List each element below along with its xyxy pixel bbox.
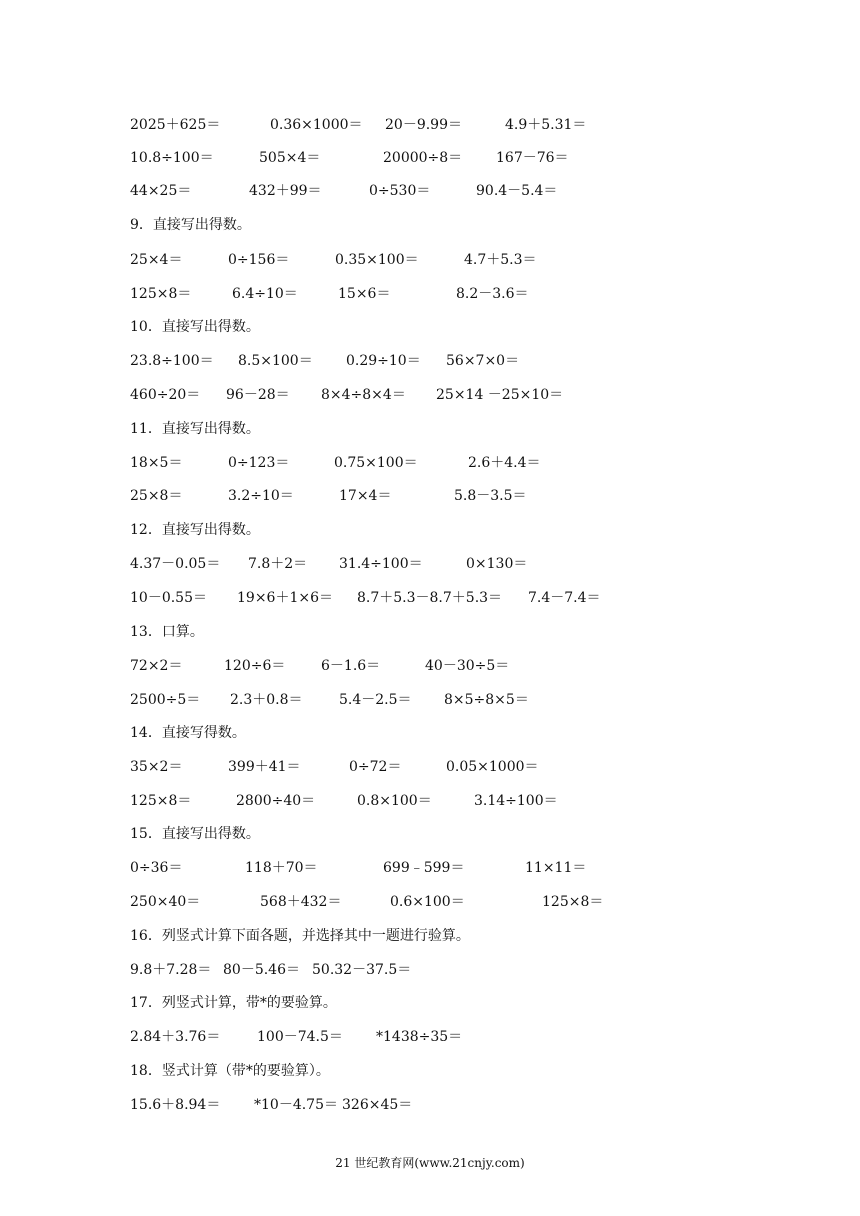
expression: 250×40＝ [130,894,201,910]
question-heading: 17．列竖式计算，带*的要验算。 [130,995,337,1011]
expression: 0÷72＝ [349,759,402,775]
expression: 15×6＝ [338,286,391,302]
expression: 9.8＋7.28＝ [130,962,212,978]
expression: 8.5×100＝ [238,353,313,369]
expression: 0÷36＝ [130,860,183,876]
exercise-row [0,857,860,879]
question-heading: 13．口算。 [130,624,204,640]
expression: 90.4－5.4＝ [476,183,558,199]
expression: 8.7＋5.3－8.7＋5.3＝ [357,590,503,606]
expression: 8.2－3.6＝ [456,286,529,302]
expression: 0.29÷10＝ [346,353,421,369]
expression: 7.4－7.4＝ [528,590,601,606]
expression: *1438÷35＝ [376,1029,463,1045]
expression: 699﹣599＝ [383,860,465,876]
expression: 3.2÷10＝ [228,488,294,504]
page-footer: 21 世纪教育网(www.21cnjy.com) [335,1156,525,1170]
expression: 2500÷5＝ [130,692,201,708]
exercise-row [0,959,860,981]
expression: 2.6＋4.4＝ [468,455,541,471]
question-heading: 16．列竖式计算下面各题，并选择其中一题进行验算。 [130,928,470,944]
expression: 23.8÷100＝ [130,353,214,369]
expression: 4.9＋5.31＝ [505,117,587,133]
exercise-row [0,790,860,812]
expression: 35×2＝ [130,759,183,775]
expression: 0.05×1000＝ [446,759,539,775]
exercise-row [0,1094,860,1116]
exercise-row [0,180,860,202]
question-heading: 14．直接写得数。 [130,725,246,741]
expression: *10－4.75＝ [254,1097,338,1113]
exercise-row [0,452,860,474]
exercise-row [0,689,860,711]
expression: 20000÷8＝ [383,150,463,166]
expression: 0÷530＝ [369,183,431,199]
expression: 125×8＝ [130,286,192,302]
exercise-row [0,384,860,406]
exercise-row [0,147,860,169]
expression: 0.6×100＝ [390,894,465,910]
expression: 100－74.5＝ [257,1029,343,1045]
expression: 568＋432＝ [260,894,342,910]
expression: 80－5.46＝ [223,962,300,978]
expression: 25×8＝ [130,488,183,504]
exercise-row [0,553,860,575]
expression: 18×5＝ [130,455,183,471]
expression: 167－76＝ [496,150,569,166]
expression: 125×8＝ [542,894,604,910]
expression: 17×4＝ [339,488,392,504]
expression: 8×4÷8×4＝ [321,387,406,403]
expression: 2800÷40＝ [236,793,316,809]
question-heading: 11．直接写出得数。 [130,421,260,437]
expression: 40－30÷5＝ [425,658,510,674]
expression: 2.84＋3.76＝ [130,1029,221,1045]
expression: 118＋70＝ [245,860,318,876]
exercise-row [0,1026,860,1048]
exercise-row [0,655,860,677]
expression: 120÷6＝ [224,658,286,674]
question-heading: 9．直接写出得数。 [130,217,251,233]
expression: 19×6＋1×6＝ [237,590,333,606]
question-heading: 18．竖式计算（带*的要验算）。 [130,1063,330,1079]
expression: 326×45＝ [342,1097,413,1113]
exercise-row [0,249,860,271]
expression: 2025＋625＝ [130,117,221,133]
expression: 6.4÷10＝ [232,286,298,302]
expression: 5.8－3.5＝ [454,488,527,504]
expression: 25×4＝ [130,252,183,268]
expression: 125×8＝ [130,793,192,809]
expression: 0÷123＝ [228,455,290,471]
exercise-row [0,587,860,609]
exercise-row [0,485,860,507]
expression: 432＋99＝ [249,183,322,199]
exercise-row [0,114,860,136]
expression: 0÷156＝ [228,252,290,268]
expression: 56×7×0＝ [446,353,520,369]
expression: 50.32－37.5＝ [312,962,412,978]
expression: 0×130＝ [466,556,528,572]
exercise-row [0,283,860,305]
expression: 0.35×100＝ [335,252,419,268]
expression: 7.8＋2＝ [248,556,308,572]
expression: 460÷20＝ [130,387,201,403]
expression: 10.8÷100＝ [130,150,214,166]
expression: 6－1.6＝ [321,658,381,674]
expression: 72×2＝ [130,658,183,674]
expression: 15.6＋8.94＝ [130,1097,221,1113]
expression: 11×11＝ [525,860,587,876]
expression: 31.4÷100＝ [339,556,423,572]
expression: 2.3＋0.8＝ [230,692,303,708]
question-heading: 10．直接写出得数。 [130,319,260,335]
question-heading: 15．直接写出得数。 [130,826,260,842]
expression: 0.8×100＝ [357,793,432,809]
expression: 96－28＝ [226,387,290,403]
exercise-row [0,350,860,372]
expression: 399＋41＝ [228,759,301,775]
expression: 3.14÷100＝ [474,793,558,809]
exercise-row [0,891,860,913]
expression: 5.4－2.5＝ [339,692,412,708]
expression: 0.36×1000＝ [270,117,363,133]
question-heading: 12．直接写出得数。 [130,522,260,538]
expression: 8×5÷8×5＝ [444,692,529,708]
expression: 4.7＋5.3＝ [464,252,537,268]
expression: 25×14 －25×10＝ [436,387,564,403]
expression: 44×25＝ [130,183,192,199]
expression: 0.75×100＝ [334,455,418,471]
expression: 505×4＝ [259,150,321,166]
expression: 10－0.55＝ [130,590,207,606]
exercise-row [0,756,860,778]
expression: 20－9.99＝ [385,117,462,133]
expression: 4.37－0.05＝ [130,556,221,572]
